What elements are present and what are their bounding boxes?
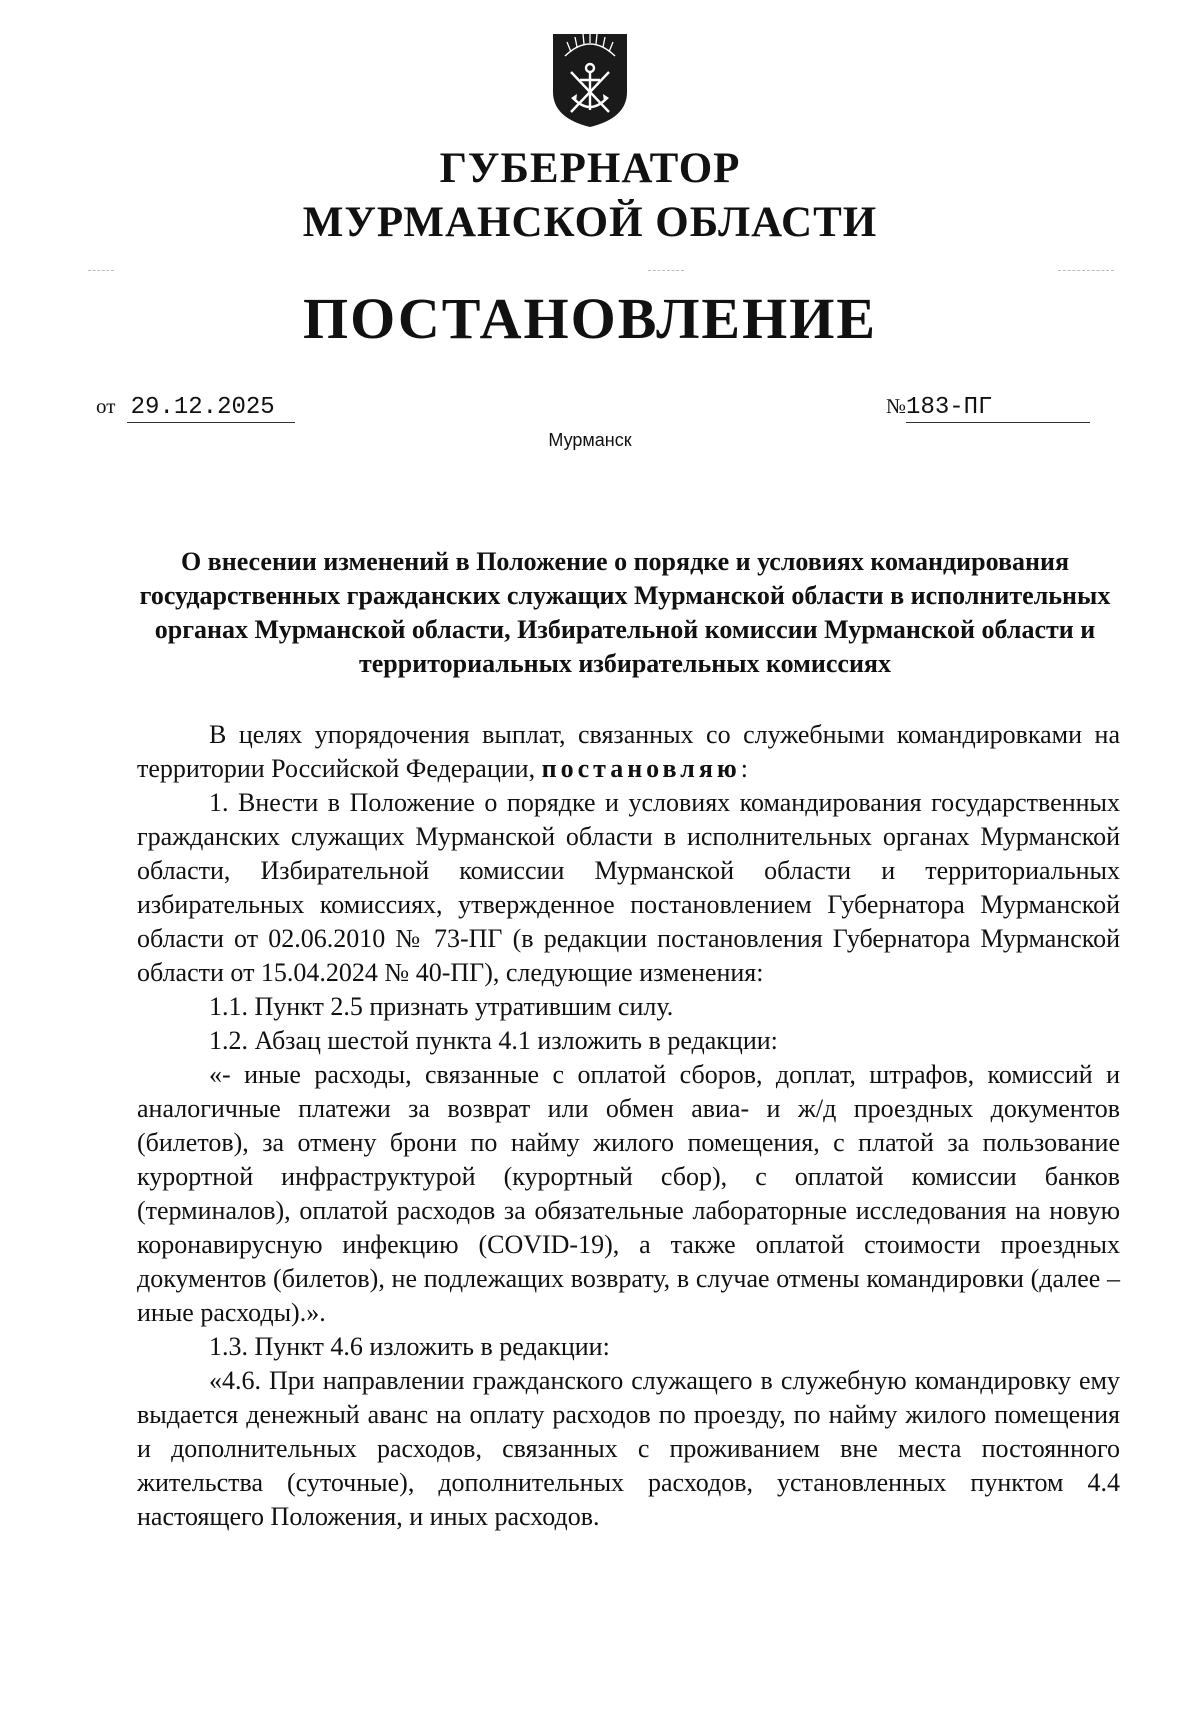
body-paragraph: 1.2. Абзац шестой пункта 4.1 изложить в редакции: xyxy=(209,1026,778,1055)
body-paragraph: 1.1. Пункт 2.5 признать утратившим силу. xyxy=(209,992,674,1021)
body-paragraph: «4.6. При направлении гражданского служащего в служебную командировку ему выдается денежный аванс на оплату расходов по проезду, по найму жилого помещения и дополнительных расходов, связанных с проживанием вне места постоянного жительства (суточные), дополнительных расходов, установленных пунктом 4.4 настоящего Положения, и иных расходов. xyxy=(137,1366,1120,1531)
preamble-text: В целях упорядочения выплат, связанных со служебными командировками на территории Российской Федерации, xyxy=(137,720,1120,783)
scan-artifact xyxy=(1058,270,1114,272)
body-paragraph xyxy=(137,718,1120,786)
authority-title-line1: ГУБЕРНАТОР xyxy=(439,145,741,192)
document-date xyxy=(96,392,295,423)
number-value: 183-ПГ xyxy=(906,394,1090,423)
scan-artifact xyxy=(88,270,114,272)
number-prefix: № xyxy=(886,394,907,418)
date-value: 29.12.2025 xyxy=(127,394,295,423)
date-prefix: от xyxy=(96,394,116,418)
scan-artifact xyxy=(648,270,684,272)
murmansk-coat-of-arms-icon xyxy=(549,30,631,130)
document-number xyxy=(886,392,1090,423)
body-paragraph: 1. Внести в Положение о порядке и условиях командирования государственных гражданских служащих Мурманской области в исполнительных органах Мурманской области, Избирательной комиссии Мурманской области и территориальных избирательных комиссиях, утвержденное постановлением Губернатора Мурманской области от 02.06.2010 № 73-ПГ (в редакции постановления Губернатора Мурманской области от 15.04.2024 № 40-ПГ), следующие изменения: xyxy=(137,788,1120,987)
document-body xyxy=(137,718,1120,1534)
body-paragraph: «- иные расходы, связанные с оплатой сборов, доплат, штрафов, комиссий и аналогичные платежи за возврат или обмен авиа- и ж/д проездных документов (билетов), за отмену брони по найму жилого помещения, с платой за пользование курортной инфраструктурой (курортный сбор), с оплатой комиссии банков (терминалов), оплатой расходов за обязательные лабораторные исследования на новую коронавирусную инфекцию (COVID-19), а также оплатой стоимости проездных документов (билетов), не подлежащих возврату, в случае отмены командировки (далее – иные расходы).». xyxy=(137,1060,1120,1327)
body-paragraph: 1.3. Пункт 4.6 изложить в редакции: xyxy=(209,1332,610,1361)
document-title: О внесении изменений в Положение о порядке и условиях командирования государственных гражданских служащих Мурманской области в исполнительных органах Мурманской области, Избирательной комиссии Мурманской области и территориальных избирательных комиссиях xyxy=(139,547,1111,678)
city-name: Мурманск xyxy=(548,430,632,450)
preamble-end: : xyxy=(740,754,748,783)
document-type-heading: ПОСТАНОВЛЕНИЕ xyxy=(302,286,878,351)
resolution-keyword: постановляю xyxy=(541,754,741,783)
authority-title-line2: МУРМАНСКОЙ ОБЛАСТИ xyxy=(302,199,878,246)
